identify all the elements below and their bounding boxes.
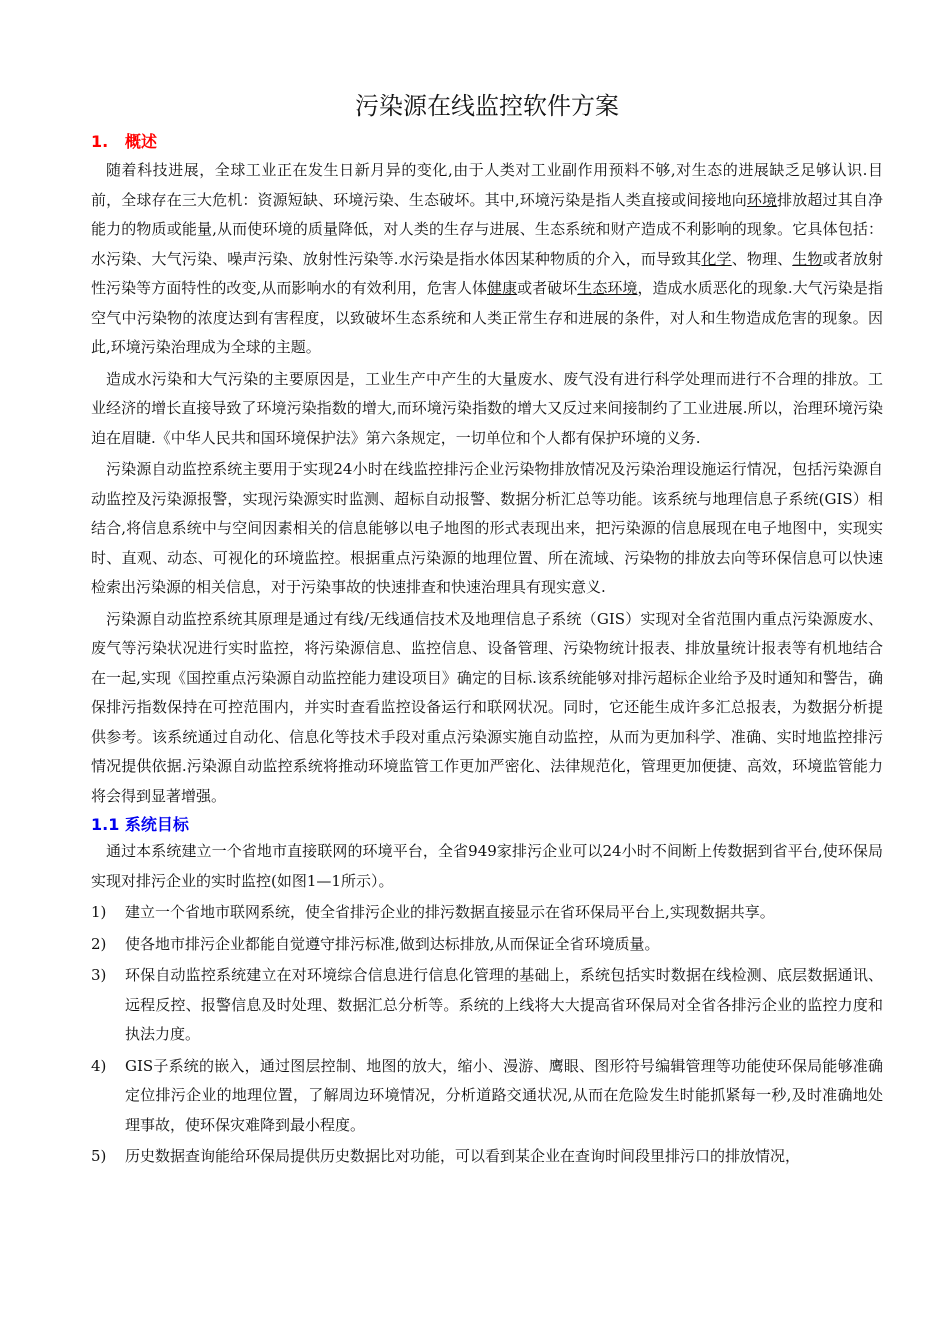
paragraph-intro — [91, 156, 883, 363]
underlined-term: 生态环境 — [577, 279, 638, 297]
list-item-number: 2) — [91, 934, 107, 953]
list-item — [91, 961, 883, 1050]
text-run: 或者破坏 — [517, 279, 578, 297]
list-item-text: 建立一个省地市联网系统，使全省排污企业的排污数据直接显示在省环保局平台上,实现数据共享。 — [125, 903, 775, 921]
text-run: 或者放射性污染等方面特性的改变,从而影响水的有效利用，危害人体 — [91, 249, 883, 297]
paragraph-causes: 造成水污染和大气污染的主要原因是，工业生产中产生的大量废水、废气没有进行科学处理而进行不合理的排放。工业经济的增长直接导致了环境污染指数的增大,而环境污染指数的增大又反过来间接制约了工业进展.所以，治理环境污染迫在眉睫.《中华人民共和国环境保护法》第六条规定，一切单位和个人都有保护环境的义务. — [91, 369, 883, 447]
list-item-text: GIS子系统的嵌入，通过图层控制、地图的放大，缩小、漫游、鹰眼、图形符号编辑管理等功能使环保局能够准确定位排污企业的地理位置，了解周边环境情况，分析道路交通状况,从而在危险发生时能抓紧每一秒,及时准确地处理事故，使环保灾难降到最小程度。 — [125, 1056, 883, 1134]
list-item-text: 使各地市排污企业都能自觉遵守排污标准,做到达标排放,从而保证全省环境质量。 — [125, 934, 660, 953]
section-heading-system-goals: 1.1 系统目标 — [91, 815, 189, 834]
paragraph-goals-intro: 通过本系统建立一个省地市直接联网的环境平台，全省949家排污企业可以24小时不间断上传数据到省平台,使环保局实现对排污企业的实时监控(如图1—1所示）。 — [91, 842, 883, 890]
text-run: 排放超过其自净能力的物质或能量,从而使环境的质量降低，对人类的生存与进展、生态系统和财产造成不利影响的现象。它具体包括：水污染、大气污染、噪声污染、放射性污染等.水污染是指水体因某种物质的介入，而导致其 — [91, 190, 883, 268]
underlined-term: 健康 — [487, 279, 518, 297]
section-heading-overview — [91, 130, 883, 154]
paragraph-system-purpose: 污染源自动监控系统主要用于实现24小时在线监控排污企业污染物排放情况及污染治理设施运行情况，包括污染源自动监控及污染源报警，实现污染源实时监测、超标自动报警、数据分析汇总等功能。该系统与地理信息子系统(GIS）相结合,将信息系统中与空间因素相关的信息能够以电子地图的形式表现出来，把污染源的信息展现在电子地图中，实现实时、直观、动态、可视化的环境监控。根据重点污染源的地理位置、所在流域、污染物的排放去向等环保信息可以快速检索出污染源的相关信息，对于污染事故的快速排查和快速治理具有现实意义. — [91, 460, 883, 596]
goals-list — [91, 898, 883, 1172]
text-run: 随着科技进展，全球工业正在发生日新月异的变化,由于人类对工业副作用预料不够,对生态的进展缺乏足够认识.目前，全球存在三大危机：资源短缺、环境污染、生态破坏。其中,环境污染是指人类直接或间接地向 — [91, 161, 883, 209]
document-page — [91, 88, 883, 1174]
paragraph-system-principle: 污染源自动监控系统其原理是通过有线/无线通信技术及地理信息子系统（GIS）实现对全省范围内重点污染源废水、废气等污染状况进行实时监控，将污染源信息、监控信息、设备管理、污染物统计报表、排放量统计报表等有机地结合在一起,实现《国控重点污染源自动监控能力建设项目》确定的目标.该系统能够对排污超标企业给予及时通知和警告，确保排污指数保持在可控范围内，并实时查看监控设备运行和联网状况。同时，它还能生成许多汇总报表，为数据分析提供参考。该系统通过自动化、信息化等技术手段对重点污染源实施自动监控，从而为更加科学、准确、实时地监控排污情况提供依据.污染源自动监控系统将推动环境监管工作更加严密化、法律规范化，管理更加便捷、高效，环境监管能力将会得到显著增强。 — [91, 609, 883, 805]
list-item-text: 历史数据查询能给环保局提供历史数据比对功能，可以看到某企业在查询时间段里排污口的排放情况， — [125, 1147, 801, 1165]
document-title: 污染源在线监控软件方案 — [355, 92, 619, 120]
section-number: 1. — [91, 132, 109, 151]
list-item — [91, 898, 883, 928]
underlined-term: 化学 — [701, 249, 732, 268]
text-run: ，造成水质恶化的现象.大气污染是指空气中污染物的浓度达到有害程度，以致破坏生态系统和人类正常生存和进展的条件，对人和生物造成危害的现象。因此,环境污染治理成为全球的主题。 — [91, 279, 883, 356]
list-item-number: 5) — [91, 1147, 107, 1165]
list-item-number: 4) — [91, 1056, 107, 1075]
text-run: 、物理、 — [731, 249, 793, 268]
list-item — [91, 1142, 883, 1172]
list-item-number: 1) — [91, 903, 107, 921]
list-item-text: 环保自动监控系统建立在对环境综合信息进行信息化管理的基础上，系统包括实时数据在线检测、底层数据通讯、远程反控、报警信息及时处理、数据汇总分析等。系统的上线将大大提高省环保局对全省各排污企业的监控力度和执法力度。 — [125, 966, 883, 1043]
list-item — [91, 1052, 883, 1141]
list-item — [91, 930, 883, 960]
underlined-term: 生物 — [792, 249, 823, 268]
section-title: 概述 — [125, 132, 158, 151]
underlined-term: 环境 — [746, 190, 778, 209]
list-item-number: 3) — [91, 966, 107, 984]
